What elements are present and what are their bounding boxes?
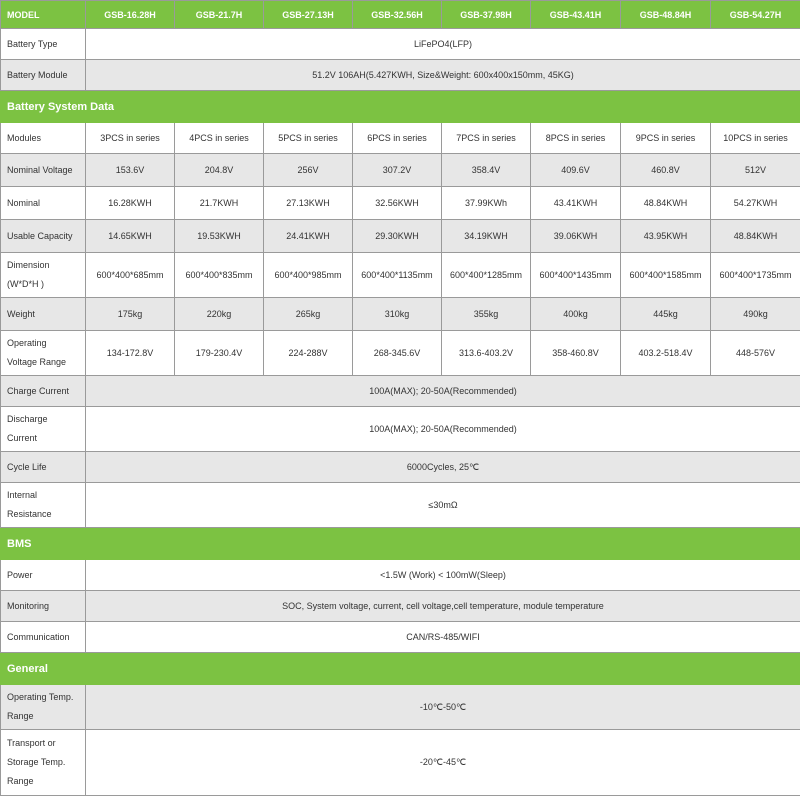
model-header-cell: GSB-27.13H [264,1,353,29]
table-cell: 256V [264,154,353,187]
table-cell: 48.84KWH [621,187,711,220]
row-label: Cycle Life [1,452,86,483]
table-cell: 268-345.6V [353,331,442,376]
table-cell: 10PCS in series [711,123,800,154]
table-cell: 3PCS in series [86,123,175,154]
table-cell: 153.6V [86,154,175,187]
table-cell: 32.56KWH [353,187,442,220]
row-label: Weight [1,298,86,331]
table-cell: 313.6-403.2V [442,331,531,376]
row-label [1,685,86,730]
table-cell: 8PCS in series [531,123,621,154]
table-cell: 179-230.4V [175,331,264,376]
model-header-cell: GSB-21.7H [175,1,264,29]
table-cell: 307.2V [353,154,442,187]
monitoring-value: SOC, System voltage, current, cell voltage,cell temperature, module temperature [86,591,800,622]
table-cell: 358-460.8V [531,331,621,376]
section-header-bms [1,528,800,560]
table-cell: 48.84KWH [711,220,800,253]
table-cell: 54.27KWH [711,187,800,220]
row-label [1,407,86,452]
table-cell: 37.99KWh [442,187,531,220]
table-cell: 400kg [531,298,621,331]
table-cell: 175kg [86,298,175,331]
row-label: Monitoring [1,591,86,622]
table-cell: 403.2-518.4V [621,331,711,376]
table-cell: 39.06KWH [531,220,621,253]
label-line: Voltage Range [7,357,67,367]
label-line: Range [7,776,34,786]
row-label: Nominal [1,187,86,220]
table-cell: 204.8V [175,154,264,187]
label-line: Dimension [7,260,50,270]
table-cell: 600*400*835mm [175,253,264,298]
row-label: Modules [1,123,86,154]
model-header-cell: GSB-16.28H [86,1,175,29]
section-header-system [1,91,800,123]
model-header: MODEL [1,1,86,29]
weight-row [1,298,800,331]
cycle-life-value: 6000Cycles, 25℃ [86,452,800,483]
table-cell: 27.13KWH [264,187,353,220]
row-label: Power [1,560,86,591]
table-cell: 21.7KWH [175,187,264,220]
battery-module-value: 51.2V 106AH(5.427KWH, Size&Weight: 600x400x150mm, 45KG) [86,60,800,91]
table-cell: 409.6V [531,154,621,187]
internal-resistance-value: ≤30mΩ [86,483,800,528]
table-cell: 6PCS in series [353,123,442,154]
charge-current-row [1,376,800,407]
table-cell: 448-576V [711,331,800,376]
model-header-cell: GSB-54.27H [711,1,800,29]
label-line: Current [7,433,38,443]
table-cell: 7PCS in series [442,123,531,154]
table-cell: 34.19KWH [442,220,531,253]
table-cell: 490kg [711,298,800,331]
power-row [1,560,800,591]
section-title: BMS [1,528,800,560]
internal-resistance-row [1,483,800,528]
row-label: Charge Current [1,376,86,407]
label-line: Storage Temp. [7,757,66,767]
operating-temp-row [1,685,800,730]
battery-type-row [1,29,800,60]
storage-temp-row [1,730,800,796]
storage-temp-value: -20℃-45℃ [86,730,800,796]
section-title: General [1,653,800,685]
table-cell: 310kg [353,298,442,331]
table-cell: 600*400*985mm [264,253,353,298]
power-value: <1.5W (Work) < 100mW(Sleep) [86,560,800,591]
dimension-row [1,253,800,298]
table-cell: 358.4V [442,154,531,187]
table-cell: 43.95KWH [621,220,711,253]
nominal-row [1,187,800,220]
table-cell: 600*400*685mm [86,253,175,298]
table-cell: 43.41KWH [531,187,621,220]
charge-current-value: 100A(MAX); 20-50A(Recommended) [86,376,800,407]
table-cell: 220kg [175,298,264,331]
monitoring-row [1,591,800,622]
table-cell: 512V [711,154,800,187]
model-header-cell: GSB-48.84H [621,1,711,29]
model-header-cell: GSB-43.41H [531,1,621,29]
discharge-current-value: 100A(MAX); 20-50A(Recommended) [86,407,800,452]
cycle-life-row [1,452,800,483]
label-line: (W*D*H ) [7,279,44,289]
table-cell: 355kg [442,298,531,331]
row-label [1,483,86,528]
nominal-voltage-row [1,154,800,187]
table-cell: 29.30KWH [353,220,442,253]
row-label: Usable Capacity [1,220,86,253]
row-label: Nominal Voltage [1,154,86,187]
row-label [1,331,86,376]
row-label: Battery Type [1,29,86,60]
table-cell: 16.28KWH [86,187,175,220]
operating-temp-value: -10℃-50℃ [86,685,800,730]
battery-type-value: LiFePO4(LFP) [86,29,800,60]
table-cell: 24.41KWH [264,220,353,253]
usable-capacity-row [1,220,800,253]
row-label: Communication [1,622,86,653]
table-cell: 600*400*1135mm [353,253,442,298]
section-header-general [1,653,800,685]
discharge-current-row [1,407,800,452]
table-cell: 4PCS in series [175,123,264,154]
table-cell: 14.65KWH [86,220,175,253]
label-line: Operating [7,338,47,348]
model-header-cell: GSB-37.98H [442,1,531,29]
table-cell: 224-288V [264,331,353,376]
row-label [1,253,86,298]
table-cell: 265kg [264,298,353,331]
header-row [1,1,800,29]
communication-row [1,622,800,653]
row-label: Battery Module [1,60,86,91]
modules-row [1,123,800,154]
section-title: Battery System Data [1,91,800,123]
table-cell: 19.53KWH [175,220,264,253]
table-cell: 460.8V [621,154,711,187]
battery-module-row [1,60,800,91]
label-line: Discharge [7,414,48,424]
label-line: Operating Temp. [7,692,74,702]
model-header-cell: GSB-32.56H [353,1,442,29]
communication-value: CAN/RS-485/WIFI [86,622,800,653]
table-cell: 600*400*1585mm [621,253,711,298]
table-cell: 600*400*1285mm [442,253,531,298]
table-cell: 134-172.8V [86,331,175,376]
row-label [1,730,86,796]
label-line: Transport or [7,738,56,748]
table-cell: 9PCS in series [621,123,711,154]
operating-voltage-row [1,331,800,376]
label-line: Range [7,711,34,721]
table-cell: 600*400*1435mm [531,253,621,298]
label-line: Resistance [7,509,52,519]
table-cell: 445kg [621,298,711,331]
label-line: Internal [7,490,38,500]
table-cell: 5PCS in series [264,123,353,154]
table-cell: 600*400*1735mm [711,253,800,298]
